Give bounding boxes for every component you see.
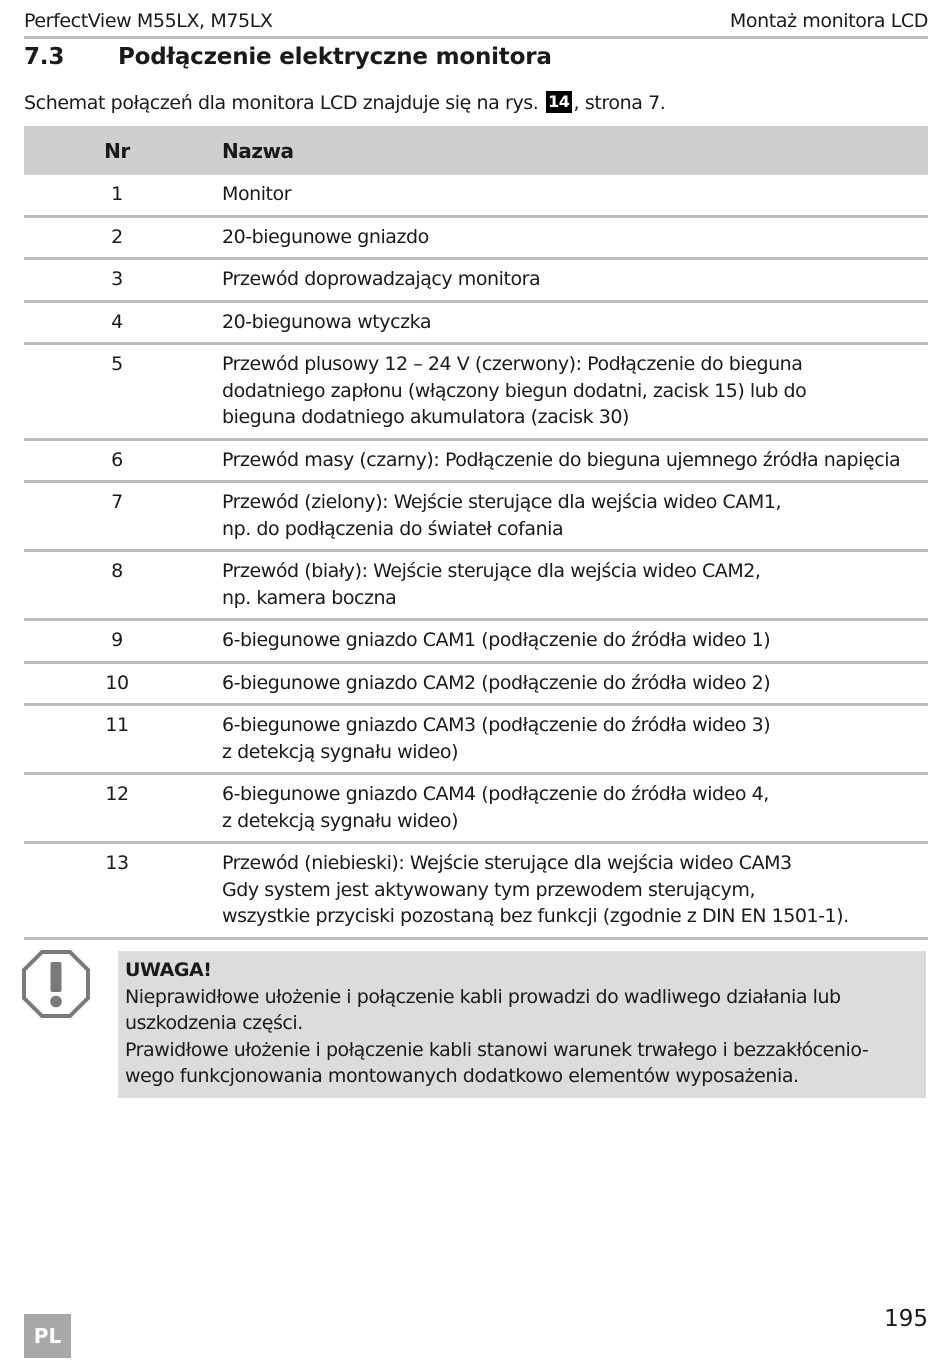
row-description [210, 175, 928, 216]
row-number: 10 [24, 662, 210, 705]
row-description-line: bieguna dodatniego akumulatora (zacisk 30) [222, 406, 629, 428]
row-description-line: Przewód (zielony): Wejście sterujące dla wejścia wideo CAM1, [222, 491, 782, 513]
page-header [24, 6, 928, 39]
parts-table [24, 126, 928, 940]
header-chapter: Montaż monitora LCD [729, 10, 928, 32]
row-description-line: Przewód (biały): Wejście sterujące dla wejścia wideo CAM2, [222, 560, 761, 582]
row-number: 8 [24, 551, 210, 620]
column-header-nr: Nr [24, 126, 210, 175]
figure-reference-badge: 14 [548, 92, 570, 111]
table-row [24, 301, 928, 344]
row-description [210, 259, 928, 302]
row-description-line: 6-biegunowe gniazdo CAM4 (podłączenie do źródła wideo 4, [222, 783, 769, 805]
section-title: Podłączenie elektryczne monitora [118, 44, 552, 70]
table-row [24, 620, 928, 663]
language-badge: PL [24, 1314, 71, 1358]
row-description [210, 344, 928, 440]
row-description-line: Przewód doprowadzający monitora [222, 268, 541, 290]
table-row [24, 662, 928, 705]
row-number: 7 [24, 482, 210, 551]
row-description-line: 6-biegunowe gniazdo CAM2 (podłączenie do źródła wideo 2) [222, 671, 771, 694]
row-description [210, 662, 928, 705]
warning-line: wego funkcjonowania montowanych dodatkowo elementów wyposażenia. [125, 1065, 799, 1087]
column-header-name: Nazwa [210, 126, 928, 175]
row-number: 5 [24, 344, 210, 440]
row-description-line: 20-biegunowe gniazdo [222, 225, 429, 248]
row-description-line: 20-biegunowa wtyczka [222, 310, 432, 333]
row-description-line: Gdy system jest aktywowany tym przewodem sterującym, [222, 878, 756, 901]
intro-paragraph [24, 90, 665, 116]
warning-line: uszkodzenia części. [125, 1012, 303, 1034]
table-row [24, 774, 928, 843]
row-description [210, 843, 928, 939]
row-description-line: 6-biegunowe gniazdo CAM1 (podłączenie do źródła wideo 1) [222, 629, 771, 651]
row-description-line: z detekcją sygnału wideo) [222, 809, 459, 832]
row-number: 12 [24, 774, 210, 843]
table-row [24, 216, 928, 259]
row-description [210, 482, 928, 551]
section-number: 7.3 [24, 44, 65, 70]
row-description-line: Przewód (niebieski): Wejście sterujące dla wejścia wideo CAM3 [222, 852, 792, 874]
row-number: 9 [24, 620, 210, 663]
table-row [24, 482, 928, 551]
row-description [210, 551, 928, 620]
page-number: 195 [884, 1306, 928, 1332]
row-description-line: Przewód plusowy 12 – 24 V (czerwony): Podłączenie do bieguna [222, 353, 803, 375]
warning-box [118, 951, 926, 1098]
row-description-line: z detekcją sygnału wideo) [222, 740, 459, 763]
row-description-line: np. do podłączenia do świateł cofania [222, 517, 564, 540]
warning-icon [22, 950, 90, 1018]
intro-text: Schemat połączeń dla monitora LCD znajduje się na rys. [24, 92, 539, 114]
intro-text-end: , strona 7. [573, 92, 666, 114]
table-row [24, 175, 928, 216]
row-description [210, 216, 928, 259]
row-number: 3 [24, 259, 210, 302]
row-description-line: Przewód masy (czarny): Podłączenie do bieguna ujemnego źródła napięcia [222, 448, 901, 471]
table-row [24, 705, 928, 774]
header-product: PerfectView M55LX, M75LX [24, 10, 273, 32]
warning-title: UWAGA! [125, 959, 212, 981]
row-description-line: dodatniego zapłonu (włączony biegun dodatni, zacisk 15) lub do [222, 379, 807, 402]
row-description [210, 774, 928, 843]
section-heading [24, 42, 552, 72]
warning-line: Nieprawidłowe ułożenie i połączenie kabli prowadzi do wadliwego działania lub [125, 985, 841, 1008]
row-number: 11 [24, 705, 210, 774]
row-number: 1 [24, 175, 210, 216]
row-description-line: wszystkie przyciski pozostaną bez funkcji (zgodnie z DIN EN 1501-1). [222, 905, 849, 927]
row-description [210, 439, 928, 482]
row-number: 6 [24, 439, 210, 482]
table-row [24, 344, 928, 440]
row-description [210, 620, 928, 663]
table-row [24, 439, 928, 482]
table-header-row [24, 126, 928, 175]
row-description-line: np. kamera boczna [222, 586, 397, 609]
row-number: 2 [24, 216, 210, 259]
row-description-line: Monitor [222, 183, 292, 205]
row-description [210, 301, 928, 344]
row-description [210, 705, 928, 774]
table-row [24, 843, 928, 939]
table-row [24, 551, 928, 620]
table-body [24, 175, 928, 938]
row-number: 4 [24, 301, 210, 344]
table-row [24, 259, 928, 302]
row-number: 13 [24, 843, 210, 939]
warning-line: Prawidłowe ułożenie i połączenie kabli stanowi warunek trwałego i bezzakłócenio- [125, 1038, 869, 1061]
row-description-line: 6-biegunowe gniazdo CAM3 (podłączenie do źródła wideo 3) [222, 714, 771, 736]
